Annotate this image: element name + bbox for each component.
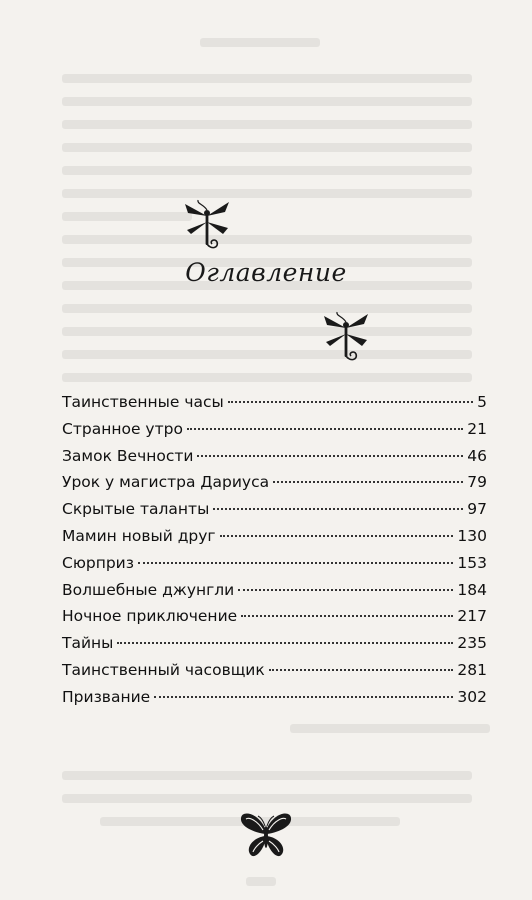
- toc-entry-page: 46: [467, 446, 487, 465]
- toc-entry-page: 302: [457, 687, 487, 706]
- dot-leader: [187, 428, 463, 430]
- dot-leader: [220, 535, 454, 537]
- toc-entry: [62, 581, 487, 608]
- dot-leader: [117, 642, 453, 644]
- toc-entry-page: 217: [457, 607, 487, 626]
- toc-entry-title: Мамин новый друг: [62, 526, 216, 545]
- toc-entry-page: 97: [467, 500, 487, 519]
- toc-entry-title: Волшебные джунгли: [62, 580, 235, 599]
- dragonfly-icon: [320, 308, 372, 368]
- toc-entry: [62, 447, 487, 474]
- toc-entry-page: 235: [457, 634, 487, 653]
- toc-entry-title: Призвание: [62, 687, 151, 706]
- toc-heading: Оглавление: [185, 258, 347, 287]
- toc-entry-page: 184: [457, 580, 487, 599]
- dragonfly-icon: [181, 196, 233, 256]
- dot-leader: [228, 401, 473, 403]
- toc-entry: [62, 661, 487, 688]
- toc-entry-title: Замок Вечности: [62, 446, 194, 465]
- dot-leader: [238, 589, 453, 591]
- toc-entry-page: 153: [457, 553, 487, 572]
- toc-entry-page: 281: [457, 660, 487, 679]
- toc-entry: [62, 527, 487, 554]
- dot-leader: [213, 508, 463, 510]
- toc-entry-title: Странное утро: [62, 419, 183, 438]
- toc-entry-page: 130: [457, 526, 487, 545]
- dot-leader: [273, 481, 463, 483]
- butterfly-icon: [238, 808, 294, 862]
- toc-entry: [62, 420, 487, 447]
- toc-entry: [62, 607, 487, 634]
- toc-entry-title: Таинственные часы: [62, 393, 224, 411]
- dot-leader: [138, 562, 453, 564]
- toc-entry: [62, 473, 487, 500]
- dot-leader: [269, 669, 454, 671]
- toc-entry-page: 21: [467, 419, 487, 438]
- toc-entry-page: 79: [467, 473, 487, 492]
- toc-entry-title: Сюрприз: [62, 553, 134, 572]
- toc-entry: [62, 634, 487, 661]
- toc-entry-title: Урок у магистра Дариуса: [62, 473, 270, 492]
- toc-entry-page: 5: [477, 393, 487, 411]
- toc-entry: [62, 554, 487, 581]
- toc-entry-title: Ночное приключение: [62, 607, 238, 626]
- toc-entry: [62, 500, 487, 527]
- dot-leader: [197, 455, 463, 457]
- toc-entry-title: Таинственный часовщик: [62, 660, 265, 679]
- toc-entry-title: Скрытые таланты: [62, 500, 210, 519]
- dot-leader: [241, 615, 453, 617]
- dot-leader: [154, 696, 453, 698]
- toc-entry: [62, 688, 487, 715]
- table-of-contents: [62, 393, 487, 715]
- toc-entry-title: Тайны: [62, 634, 114, 653]
- toc-entry: [62, 393, 487, 420]
